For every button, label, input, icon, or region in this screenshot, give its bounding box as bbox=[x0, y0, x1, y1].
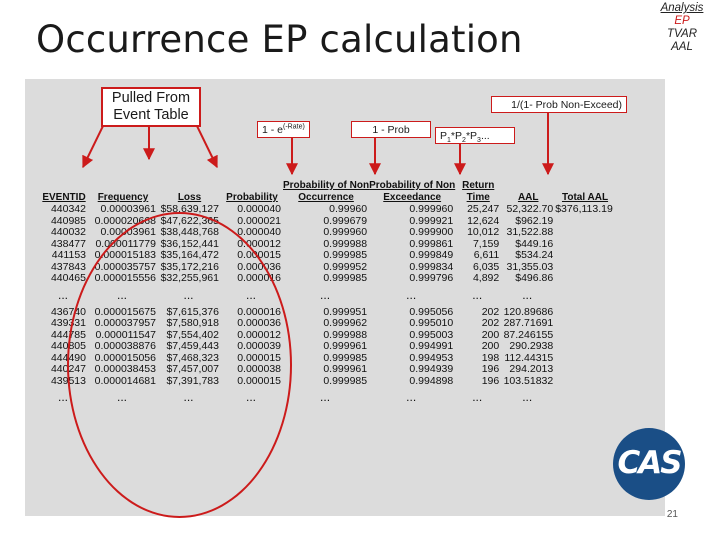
table-cell: 0.999985 bbox=[323, 249, 368, 261]
table-cell: 7,159 bbox=[472, 237, 500, 250]
table-cell: 0.999961 bbox=[323, 363, 368, 375]
table-cell: 6,611 bbox=[473, 249, 500, 261]
product-p3: P bbox=[470, 130, 478, 142]
table-cell: $35,172,216 bbox=[160, 260, 219, 273]
table-cell: 0.999988 bbox=[323, 237, 368, 250]
table-cell: 287.71691 bbox=[503, 317, 554, 329]
table-cell: 0.999921 bbox=[409, 214, 454, 227]
table-cell: 52,322.70 bbox=[506, 203, 554, 215]
table-cell: 0.000040 bbox=[237, 226, 281, 238]
table-cell: 0.000037957 bbox=[94, 317, 156, 329]
table-cell: 4,892 bbox=[472, 272, 500, 284]
table-cell: 10,012 bbox=[467, 226, 500, 238]
table-cell: 0.000038453 bbox=[94, 363, 156, 375]
ellipsis-cell: ... bbox=[472, 287, 483, 302]
ellipsis-cell: ... bbox=[320, 287, 331, 302]
table-cell bbox=[555, 307, 615, 319]
table-header-cell: Probability of Non bbox=[283, 180, 370, 191]
table-cell: 0.999861 bbox=[409, 237, 454, 250]
table-cell: $962.19 bbox=[515, 214, 554, 227]
page-number: 21 bbox=[666, 509, 678, 520]
table-cell: 200 bbox=[481, 340, 500, 352]
table-header-cell bbox=[221, 180, 283, 192]
table-cell: 202 bbox=[481, 305, 500, 318]
table-cell: 0.999952 bbox=[323, 260, 368, 273]
column-header-occurrence: Occurrence bbox=[298, 192, 354, 203]
ellipsis-cell: ... bbox=[57, 287, 68, 302]
ellipsis-cell: ... bbox=[245, 390, 256, 405]
table-cell: 441153 bbox=[51, 249, 86, 261]
table-cell: 0.000036 bbox=[237, 260, 281, 273]
table-cell: 0.999679 bbox=[323, 214, 368, 227]
table-cell: 0.995010 bbox=[409, 317, 454, 329]
table-cell: $534.24 bbox=[515, 249, 554, 261]
table-cell: 0.999960 bbox=[323, 226, 368, 238]
table-header-top bbox=[40, 180, 615, 192]
callout-pulled-from: Pulled From Event Table bbox=[101, 87, 201, 127]
arrow-eventid bbox=[83, 126, 103, 167]
ellipsis-cell: ... bbox=[320, 390, 331, 405]
table-cell: 439331 bbox=[50, 317, 86, 329]
column-header-exceedance: Exceedance bbox=[383, 192, 442, 203]
ellipsis-cell: ... bbox=[116, 390, 127, 405]
table-cell bbox=[555, 364, 615, 376]
table-cell: 0.000038876 bbox=[94, 340, 156, 352]
column-header-total-aal: Total AAL bbox=[561, 192, 609, 203]
table-cell: 0.000020668 bbox=[94, 214, 156, 227]
table-cell: 0.999961 bbox=[323, 340, 368, 352]
table-cell: 0.000016 bbox=[237, 305, 281, 318]
table-cell: 0.999960 bbox=[409, 203, 454, 215]
table-cell: 0.000015 bbox=[237, 351, 281, 364]
product-p2: P bbox=[455, 130, 463, 142]
table-cell: 200 bbox=[481, 328, 500, 341]
table-cell: $32,255,961 bbox=[160, 272, 219, 284]
table-cell: 0.999988 bbox=[323, 328, 368, 341]
table-cell: 0.000021 bbox=[237, 214, 281, 227]
table-cell: 0.999985 bbox=[323, 374, 368, 387]
column-header-time: Time bbox=[466, 192, 490, 203]
table-cell: $7,468,323 bbox=[166, 351, 219, 364]
table-cell bbox=[555, 353, 615, 365]
table-cell: 0.999796 bbox=[409, 272, 454, 284]
table-cell: 0.000015183 bbox=[94, 249, 156, 261]
table-cell: $7,554,402 bbox=[166, 328, 219, 341]
table-cell: 0.000015556 bbox=[94, 272, 156, 284]
table-cell: 0.000015 bbox=[237, 374, 281, 387]
table-cell: 0.994939 bbox=[409, 363, 454, 375]
table-cell: 290.2938 bbox=[509, 340, 554, 352]
ellipsis-cell: ... bbox=[183, 390, 194, 405]
table-cell: 196 bbox=[481, 363, 500, 375]
table-cell: 444785 bbox=[50, 328, 86, 341]
table-cell bbox=[555, 250, 615, 262]
table-cell: $449.16 bbox=[515, 237, 554, 250]
table-cell: 6,035 bbox=[472, 260, 500, 273]
table-cell: 0.000016 bbox=[237, 272, 281, 284]
table-cell: 0.999962 bbox=[323, 317, 368, 329]
table-cell: 0.000038 bbox=[237, 363, 281, 375]
table-cell: 0.995003 bbox=[409, 328, 454, 341]
ellipsis-cell: ... bbox=[245, 287, 256, 302]
table-cell: 437843 bbox=[50, 260, 86, 273]
cas-logo-text: CAS bbox=[617, 445, 681, 481]
table-cell: 440247 bbox=[50, 363, 86, 375]
table-cell: $7,391,783 bbox=[166, 374, 219, 387]
table-cell: $35,164,472 bbox=[160, 249, 219, 261]
callout-inverse: 1/(1- Prob Non-Exceed) bbox=[491, 96, 627, 113]
slide-title: Occurrence EP calculation bbox=[36, 18, 523, 61]
table-cell bbox=[555, 341, 615, 353]
table-cell: 0.000040 bbox=[237, 203, 281, 215]
ellipsis-cell: ... bbox=[406, 390, 417, 405]
column-header-loss: Loss bbox=[177, 192, 202, 203]
table-cell: $496.86 bbox=[515, 272, 554, 284]
table-cell: 440805 bbox=[50, 340, 86, 352]
table-header-cell bbox=[88, 180, 158, 192]
column-header-aal: AAL bbox=[517, 192, 539, 203]
table-cell: 0.994898 bbox=[409, 374, 454, 387]
table-cell bbox=[555, 239, 615, 251]
table-cell: $376,113.19 bbox=[555, 203, 613, 215]
table-cell: 0.999849 bbox=[409, 249, 454, 261]
table-cell: 196 bbox=[481, 374, 500, 387]
table-cell bbox=[555, 376, 615, 388]
table-cell: 103.51832 bbox=[503, 374, 554, 387]
table-cell: 0.000035757 bbox=[94, 260, 156, 273]
table-header-cell bbox=[501, 180, 555, 192]
table-cell: 0.999985 bbox=[323, 351, 368, 364]
callout-one-minus-prob: 1 - Prob bbox=[351, 121, 431, 138]
table-cell: 0.000039 bbox=[237, 340, 281, 352]
column-header-probability: Probability bbox=[226, 192, 278, 203]
highlight-oval bbox=[67, 212, 292, 518]
table-row bbox=[40, 204, 615, 216]
table-cell: 0.000015 bbox=[237, 249, 281, 261]
table-cell bbox=[555, 273, 615, 285]
table-cell bbox=[555, 227, 615, 239]
table-cell: 0.000015675 bbox=[94, 305, 156, 318]
ellipsis-cell: ... bbox=[57, 390, 68, 405]
table-cell: 439513 bbox=[50, 374, 86, 387]
table-cell: 0.995056 bbox=[409, 305, 454, 318]
ellipsis-cell: ... bbox=[183, 287, 194, 302]
table-cell: 0.999951 bbox=[323, 305, 368, 318]
ellipsis-cell: ... bbox=[522, 390, 533, 405]
table-cell: 0.99960 bbox=[329, 203, 368, 215]
table-cell: $7,459,443 bbox=[166, 340, 219, 352]
table-cell: 0.000015056 bbox=[94, 351, 156, 364]
table-cell: $47,622,365 bbox=[160, 214, 219, 227]
table-cell: 25,247 bbox=[467, 203, 500, 215]
table-cell: 0.999985 bbox=[323, 272, 368, 284]
table-cell bbox=[555, 262, 615, 274]
table-cell: $36,152,441 bbox=[160, 237, 219, 250]
table-cell: $7,580,918 bbox=[166, 317, 219, 329]
table-cell: 0.994991 bbox=[409, 340, 454, 352]
table-cell: 294.2013 bbox=[509, 363, 554, 375]
table-header-cell bbox=[158, 180, 221, 192]
nav-item-tvar[interactable]: TVAR bbox=[666, 28, 698, 40]
table-header-cell bbox=[40, 180, 88, 192]
ellipsis-cell: ... bbox=[116, 287, 127, 302]
table-cell: 438477 bbox=[50, 237, 86, 250]
table-cell: 0.999834 bbox=[409, 260, 454, 273]
table-cell: 440342 bbox=[50, 203, 86, 215]
table-cell bbox=[555, 330, 615, 342]
table-cell: $38,448,768 bbox=[160, 226, 219, 238]
nav-menu bbox=[652, 2, 712, 54]
table-cell: 0.00003961 bbox=[100, 203, 156, 215]
nav-item-aal[interactable]: AAL bbox=[671, 41, 693, 53]
column-header-eventid: EVENTID bbox=[42, 192, 86, 203]
table-cell: 198 bbox=[481, 351, 500, 364]
table-cell: 0.000011547 bbox=[95, 328, 156, 341]
callout-one-minus-e-text: 1 - e bbox=[262, 124, 284, 136]
table-cell: 0.000014681 bbox=[94, 374, 156, 387]
nav-item-analysis[interactable]: Analysis bbox=[660, 2, 704, 14]
ellipsis-cell: ... bbox=[472, 390, 483, 405]
callout-one-minus-e-sup: (-Rate) bbox=[283, 123, 305, 131]
table-cell: $7,615,376 bbox=[166, 305, 219, 318]
product-p1: P bbox=[440, 130, 448, 142]
table-cell: 444490 bbox=[50, 351, 86, 364]
table-cell: 0.00003961 bbox=[100, 226, 156, 238]
table-cell: 436740 bbox=[50, 305, 86, 318]
cas-logo bbox=[613, 428, 685, 500]
table-cell bbox=[555, 318, 615, 330]
table-cell: 0.994953 bbox=[409, 351, 454, 364]
table-cell: $58,639,127 bbox=[160, 203, 219, 215]
table-cell: 0.000036 bbox=[237, 317, 281, 329]
table-header-cell: Probability of Non bbox=[369, 180, 456, 191]
table-cell: 31,522.88 bbox=[506, 226, 554, 238]
table-cell bbox=[555, 216, 615, 228]
ellipsis-cell: ... bbox=[522, 287, 533, 302]
table-cell: 0.000011779 bbox=[95, 237, 156, 250]
table-cell: 0.999900 bbox=[409, 226, 454, 238]
table-header-cell: Return bbox=[462, 180, 495, 191]
product-ellipsis: ... bbox=[480, 130, 490, 142]
arrow-loss bbox=[197, 126, 217, 167]
table-cell: 87.246155 bbox=[503, 328, 554, 341]
ellipsis-cell: ... bbox=[406, 287, 417, 302]
table-cell: 440465 bbox=[50, 272, 86, 284]
table-cell: $7,457,007 bbox=[166, 363, 219, 375]
column-header-frequency: Frequency bbox=[97, 192, 149, 203]
table-cell: 0.000012 bbox=[237, 328, 281, 341]
table-cell: 31,355.03 bbox=[506, 260, 554, 273]
callout-product: $P_1*P_2*P_3$... bbox=[435, 127, 515, 144]
table-cell: 440985 bbox=[50, 214, 86, 227]
table-cell: 440032 bbox=[50, 226, 86, 238]
table-cell: 12,624 bbox=[467, 214, 500, 227]
nav-item-ep[interactable]: EP bbox=[674, 15, 690, 27]
table-cell: 202 bbox=[481, 317, 500, 329]
table-cell: 112.44315 bbox=[504, 351, 554, 364]
table-header-cell bbox=[555, 180, 615, 192]
table-cell: 120.89686 bbox=[503, 305, 554, 318]
table-cell: 0.000012 bbox=[237, 237, 281, 250]
